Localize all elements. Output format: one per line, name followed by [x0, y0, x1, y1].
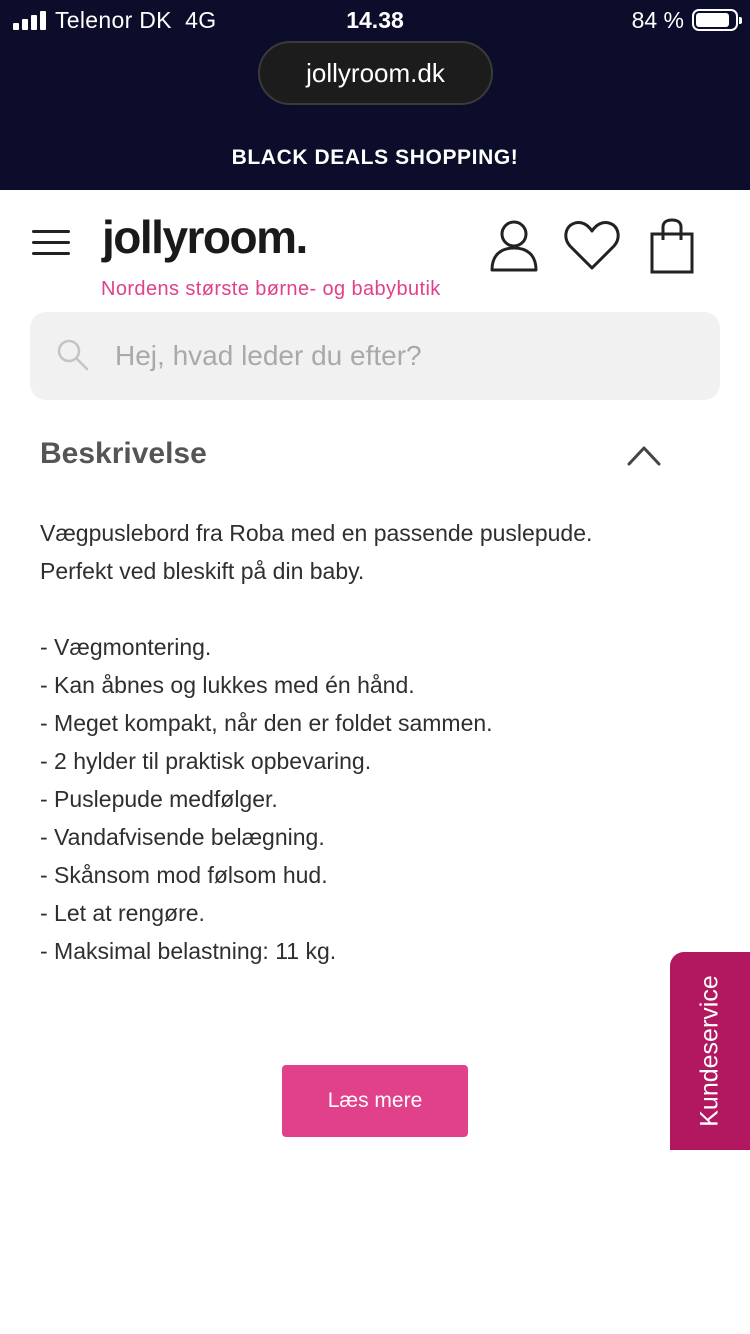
clock: 14.38: [346, 7, 404, 33]
description-accordion-header[interactable]: [0, 420, 750, 492]
description-bullet: - Meget kompakt, når den er foldet sammen.: [40, 710, 493, 736]
description-intro-line: Perfekt ved bleskift på din baby.: [40, 558, 365, 584]
heart-icon[interactable]: [563, 218, 621, 272]
description-bullet: - Let at rengøre.: [40, 900, 205, 926]
browser-top-bar: [0, 0, 750, 190]
description-body: [40, 514, 720, 970]
url-bar[interactable]: jollyroom.dk: [258, 41, 493, 105]
description-bullet: - 2 hylder til praktisk opbevaring.: [40, 748, 372, 774]
description-title: Beskrivelse: [40, 437, 207, 470]
bag-icon[interactable]: [648, 218, 696, 274]
search-icon: [56, 338, 90, 372]
battery-icon: [692, 9, 738, 31]
description-bullet: - Puslepude medfølger.: [40, 786, 278, 812]
description-bullet: - Kan åbnes og lukkes med én hånd.: [40, 672, 415, 698]
chevron-up-icon[interactable]: [626, 442, 662, 468]
description-bullet: - Vandafvisende belægning.: [40, 824, 325, 850]
battery-percentage: 84 %: [631, 7, 684, 33]
description-intro-line: Vægpuslebord fra Roba med en passende puslepude.: [40, 520, 593, 546]
menu-icon[interactable]: [32, 230, 72, 256]
read-more-button[interactable]: Læs mere: [282, 1065, 468, 1137]
description-bullet: - Vægmontering.: [40, 634, 212, 660]
search-bar[interactable]: [30, 312, 720, 400]
customer-service-label: Kundeservice: [695, 975, 724, 1127]
promo-banner[interactable]: BLACK DEALS SHOPPING!: [231, 146, 519, 169]
customer-service-tab[interactable]: [670, 952, 750, 1150]
user-icon[interactable]: [488, 218, 540, 272]
carrier-label: Telenor DK 4G: [55, 7, 217, 33]
logo[interactable]: jollyroom.: [102, 211, 307, 263]
search-input[interactable]: [115, 312, 705, 400]
description-bullet: - Maksimal belastning: 11 kg.: [40, 938, 337, 964]
tagline: Nordens største børne- og babybutik: [101, 278, 441, 300]
status-bar: [0, 0, 750, 42]
description-bullet: - Skånsom mod følsom hud.: [40, 862, 328, 888]
